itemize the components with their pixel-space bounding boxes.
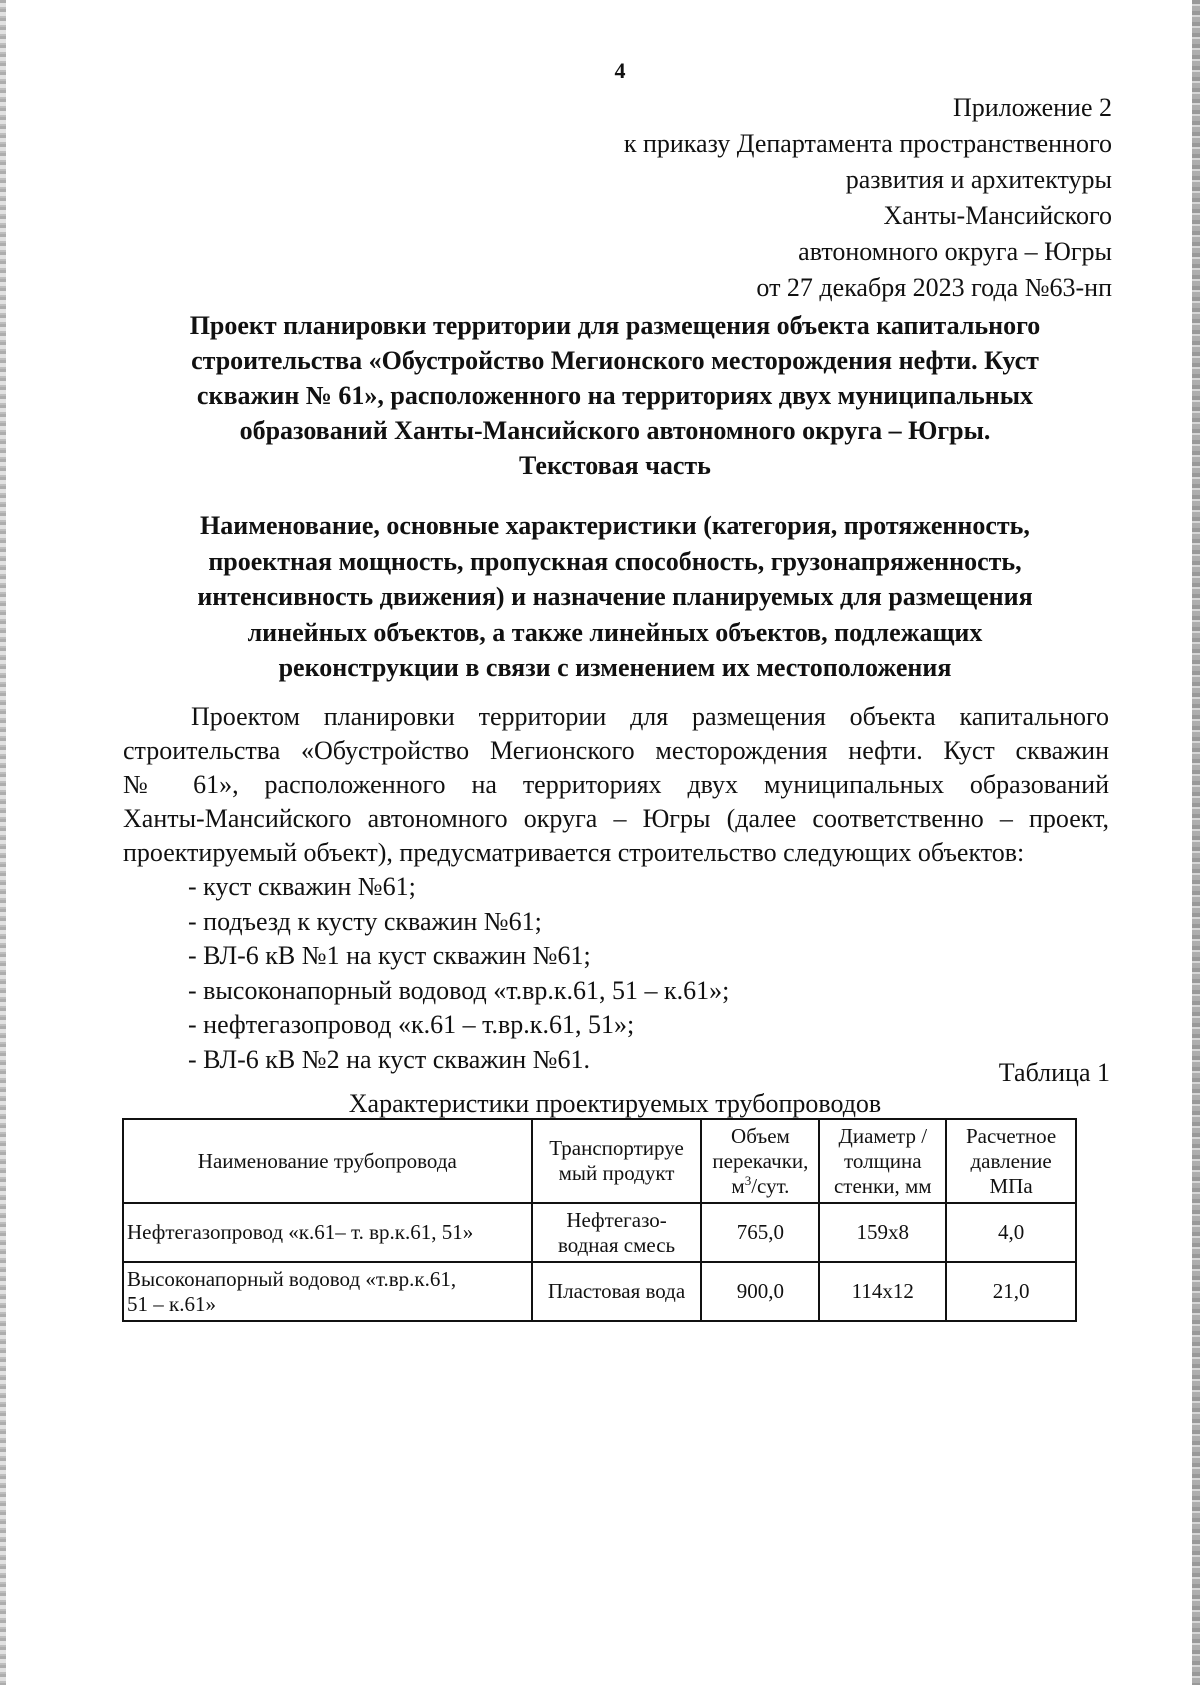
document-title — [120, 308, 1110, 483]
header-text: стенки, мм — [833, 1173, 932, 1198]
header-pressure — [946, 1119, 1076, 1203]
header-text: Расчетное — [965, 1123, 1057, 1148]
list-item: - ВЛ-6 кВ №2 на куст скважин №61. — [188, 1044, 590, 1074]
cell-text: 51 – к.61» — [127, 1291, 216, 1316]
header-text: перекачки, — [712, 1148, 809, 1173]
cell-pipeline-name — [123, 1203, 532, 1262]
header-text: м — [731, 1173, 745, 1198]
header-text: Объем — [731, 1123, 790, 1148]
header-product — [532, 1119, 702, 1203]
header-text: Диаметр / — [838, 1123, 928, 1148]
section-line: интенсивность движения) и назначение планируемых для размещения — [197, 582, 1033, 611]
title-line: скважин № 61», расположенного на территориях двух муниципальных — [196, 381, 1034, 410]
header-diameter — [819, 1119, 946, 1203]
paragraph-line: проектируемый объект), предусматривается строительство следующих объектов: — [123, 838, 1025, 867]
appendix-line: к приказу Департамента пространственного — [623, 129, 1112, 158]
table-row — [123, 1203, 1076, 1262]
list-item: - ВЛ-6 кВ №1 на куст скважин №61; — [188, 941, 591, 970]
cell-pressure: 4,0 — [946, 1203, 1076, 1262]
cell-product — [532, 1203, 702, 1262]
list-item: - высоконапорный водовод «т.вр.к.61, 51 – к.61»; — [188, 975, 730, 1005]
cell-product — [532, 1262, 702, 1321]
header-superscript: 3 — [744, 1172, 752, 1188]
header-text: давление — [970, 1148, 1052, 1173]
page-number: 4 — [614, 58, 626, 83]
appendix-line: Ханты-Мансийского — [883, 201, 1112, 230]
table-row — [123, 1262, 1076, 1321]
pipelines-table — [122, 1118, 1077, 1322]
header-text: мый продукт — [558, 1161, 675, 1185]
header-text: толщина — [843, 1148, 922, 1173]
cell-text: водная смесь — [557, 1232, 676, 1257]
table-header-row — [123, 1119, 1076, 1203]
header-text: Наименование трубопровода — [197, 1148, 457, 1173]
appendix-block — [624, 90, 1112, 306]
title-line: строительства «Обустройство Мегионского месторождения нефти. Куст — [191, 346, 1039, 375]
scan-edge-right — [1192, 0, 1200, 1685]
title-line: образований Ханты-Мансийского автономного округа – Югры. — [239, 416, 991, 445]
list-item: - куст скважин №61; — [188, 872, 416, 901]
appendix-line: автономного округа – Югры — [798, 237, 1112, 266]
cell-pipeline-name — [123, 1262, 532, 1321]
list-item: - подъезд к кусту скважин №61; — [188, 906, 542, 936]
header-pipeline-name — [123, 1119, 532, 1203]
table-caption: Характеристики проектируемых трубопроводов — [348, 1089, 882, 1118]
cell-diameter: 114х12 — [819, 1262, 946, 1321]
paragraph-line: строительства «Обустройство Мегионского месторождения нефти. Куст скважин — [123, 736, 1109, 765]
scan-edge-left — [0, 0, 6, 1685]
appendix-line: развития и архитектуры — [845, 165, 1112, 194]
cell-volume: 765,0 — [701, 1203, 819, 1262]
paragraph-line: № 61», расположенного на территориях двух муниципальных образований — [123, 770, 1109, 799]
paragraph-line: Ханты-Мансийского автономного округа – Югры (далее соответственно – проект, — [123, 804, 1109, 833]
objects-list — [188, 870, 729, 1077]
section-line: линейных объектов, а также линейных объектов, подлежащих — [247, 617, 983, 647]
cell-text: Нефтегазопровод «к.61– т. вр.к.61, 51» — [127, 1220, 474, 1244]
cell-text: Высоконапорный водовод «т.вр.к.61, — [127, 1266, 457, 1291]
cell-text: Нефтегазо- — [566, 1207, 667, 1232]
header-volume — [701, 1119, 819, 1203]
section-line: реконструкции в связи с изменением их местоположения — [278, 653, 952, 682]
header-text: /сут. — [751, 1173, 790, 1198]
cell-diameter: 159х8 — [819, 1203, 946, 1262]
list-item: - нефтегазопровод «к.61 – т.вр.к.61, 51»; — [188, 1010, 635, 1039]
section-heading — [120, 508, 1110, 686]
body-paragraph — [123, 700, 1109, 870]
cell-text: Пластовая вода — [547, 1279, 686, 1303]
title-line: Проект планировки территории для размещения объекта капитального — [189, 311, 1041, 340]
cell-volume: 900,0 — [701, 1262, 819, 1321]
title-line: Текстовая часть — [519, 451, 711, 480]
paragraph-line: Проектом планировки территории для размещения объекта капитального — [191, 702, 1109, 731]
section-line: Наименование, основные характеристики (категория, протяженность, — [200, 511, 1030, 540]
appendix-line: от 27 декабря 2023 года №63-нп — [756, 273, 1112, 302]
cell-pressure: 21,0 — [946, 1262, 1076, 1321]
header-text: Транспортируе — [549, 1136, 684, 1160]
appendix-line: Приложение 2 — [952, 93, 1112, 122]
section-line: проектная мощность, пропускная способность, грузонапряженность, — [208, 546, 1022, 576]
header-text: МПа — [989, 1173, 1033, 1198]
table-number-label: Таблица 1 — [998, 1058, 1110, 1087]
